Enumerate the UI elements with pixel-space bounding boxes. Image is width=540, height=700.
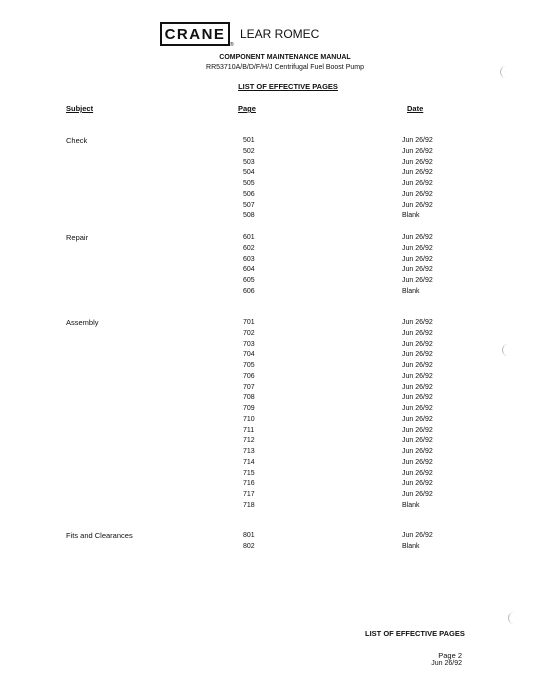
page-number: 704 [243, 351, 255, 359]
table-row [0, 147, 540, 158]
page-number: 503 [243, 158, 255, 166]
table-row [0, 201, 540, 212]
page-number: 718 [243, 501, 255, 509]
table-row [0, 426, 540, 437]
registered-mark: ® [230, 42, 234, 48]
table-row [0, 233, 540, 244]
column-header-subject: Subject [66, 104, 94, 113]
page-number: 701 [243, 319, 255, 326]
revision-date: Jun 26/92 [402, 201, 433, 209]
table-row [0, 255, 540, 266]
table-row [0, 211, 540, 222]
section-rows [0, 136, 540, 222]
footer-date: Jun 26/92 [431, 660, 462, 667]
revision-date: Jun 26/92 [402, 415, 433, 423]
revision-date: Jun 26/92 [402, 147, 433, 155]
page-number: 801 [243, 532, 255, 539]
page-number: 705 [243, 362, 255, 369]
revision-date: Jun 26/92 [402, 362, 433, 369]
page-number: 717 [243, 491, 255, 498]
revision-date: Jun 26/92 [402, 491, 433, 498]
table-row [0, 168, 540, 179]
page-number: 605 [243, 277, 255, 284]
table-row [0, 179, 540, 190]
revision-date: Jun 26/92 [402, 480, 433, 488]
page-number: 715 [243, 469, 255, 477]
table-row [0, 404, 540, 415]
page-number: 505 [243, 180, 255, 187]
revision-date: Blank [402, 501, 420, 509]
page-number: 506 [243, 190, 255, 198]
page-number: 706 [243, 372, 255, 380]
table-row [0, 136, 540, 147]
table-row [0, 265, 540, 276]
page-number: 707 [243, 383, 255, 391]
page-number: 703 [243, 340, 255, 348]
scan-mark [500, 66, 507, 78]
revision-date: Jun 26/92 [402, 169, 433, 177]
section-subject: Repair [66, 233, 89, 242]
revision-date: Jun 26/92 [402, 405, 433, 412]
revision-date: Jun 26/92 [402, 180, 433, 187]
page-number: 710 [243, 415, 255, 423]
scan-mark [502, 344, 509, 356]
revision-date: Jun 26/92 [402, 190, 433, 198]
table-row [0, 415, 540, 426]
revision-date: Jun 26/92 [402, 532, 433, 539]
revision-date: Jun 26/92 [402, 448, 433, 455]
revision-date: Jun 26/92 [402, 469, 433, 477]
table-row [0, 490, 540, 501]
table-row [0, 329, 540, 340]
table-row [0, 447, 540, 458]
section-subject: Fits and Clearances [66, 531, 133, 540]
table-row [0, 479, 540, 490]
table-row [0, 244, 540, 255]
revision-date: Jun 26/92 [402, 277, 433, 284]
table-row [0, 458, 540, 469]
table-row [0, 158, 540, 169]
revision-date: Jun 26/92 [402, 458, 433, 466]
page-number: 602 [243, 244, 255, 252]
section-subject: Check [66, 136, 88, 145]
page-number: 507 [243, 201, 255, 209]
table-row [0, 361, 540, 372]
scan-mark [508, 612, 515, 624]
revision-date: Jun 26/92 [402, 234, 433, 241]
revision-date: Jun 26/92 [402, 244, 433, 252]
page-number: 501 [243, 137, 255, 144]
page-number: 601 [243, 234, 255, 241]
section-rows [0, 531, 540, 553]
page-number: 708 [243, 394, 255, 402]
revision-date: Blank [402, 542, 420, 550]
section-rows [0, 318, 540, 512]
revision-date: Jun 26/92 [402, 319, 433, 326]
page-number: 604 [243, 266, 255, 274]
revision-date: Blank [402, 212, 420, 220]
page-number: 603 [243, 255, 255, 263]
page-title: LIST OF EFFECTIVE PAGES [238, 82, 338, 91]
table-row [0, 318, 540, 329]
table-row [0, 542, 540, 553]
revision-date: Jun 26/92 [402, 137, 433, 144]
revision-date: Jun 26/92 [402, 255, 433, 263]
column-header-date: Date [407, 104, 424, 113]
crane-logo [160, 22, 230, 46]
table-row [0, 372, 540, 383]
page-number: 508 [243, 212, 255, 220]
revision-date: Jun 26/92 [402, 394, 433, 402]
revision-date: Blank [402, 287, 420, 295]
footer-title: LIST OF EFFECTIVE PAGES [365, 629, 465, 638]
revision-date: Jun 26/92 [402, 329, 433, 337]
page-number: 713 [243, 448, 255, 455]
table-row [0, 350, 540, 361]
table-row [0, 469, 540, 480]
revision-date: Jun 26/92 [402, 266, 433, 274]
table-row [0, 501, 540, 512]
page-number: 702 [243, 329, 255, 337]
revision-date: Jun 26/92 [402, 351, 433, 359]
table-row [0, 190, 540, 201]
table-row [0, 393, 540, 404]
part-number: RR53710A/B/D/F/H/J Centrifugal Fuel Boost Pump [206, 64, 364, 71]
company-name: LEAR ROMEC [240, 27, 320, 41]
revision-date: Jun 26/92 [402, 158, 433, 166]
table-row [0, 340, 540, 351]
page-number: 712 [243, 437, 255, 445]
table-row [0, 276, 540, 287]
table-row [0, 436, 540, 447]
page-number: 504 [243, 169, 255, 177]
table-row [0, 531, 540, 542]
revision-date: Jun 26/92 [402, 426, 433, 434]
revision-date: Jun 26/92 [402, 383, 433, 391]
page-number: 606 [243, 287, 255, 295]
page-number: 716 [243, 480, 255, 488]
revision-date: Jun 26/92 [402, 340, 433, 348]
page-number: 711 [243, 426, 255, 434]
table-row [0, 287, 540, 298]
section-rows [0, 233, 540, 298]
manual-title: COMPONENT MAINTENANCE MANUAL [219, 54, 351, 61]
table-row [0, 383, 540, 394]
page-number: 502 [243, 147, 255, 155]
page-number: 802 [243, 542, 255, 550]
page-number: 709 [243, 405, 255, 412]
logo-text: CRANE [164, 25, 226, 43]
footer-page-number: Page 2 [438, 651, 462, 660]
page-number: 714 [243, 458, 255, 466]
revision-date: Jun 26/92 [402, 372, 433, 380]
section-subject: Assembly [66, 318, 99, 327]
column-header-page: Page [238, 104, 256, 113]
revision-date: Jun 26/92 [402, 437, 433, 445]
